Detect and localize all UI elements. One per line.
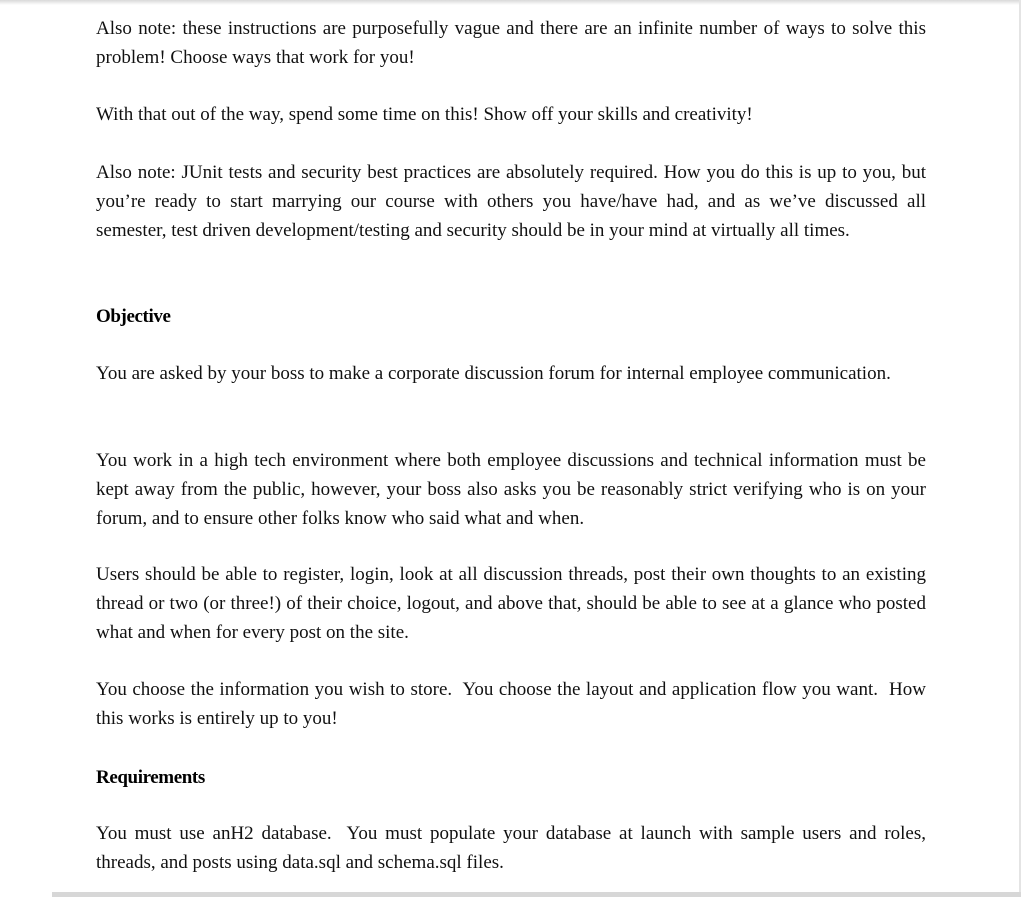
paragraph-instructions-vague: Also note: these instructions are purposefully vague and there are an infinite number of ways to solve this problem! Choose ways that work for you! [96, 18, 926, 68]
paragraph-objective-environment: You work in a high tech environment where both employee discussions and technical information must be kept away from the public, however, your boss also asks you be reasonably strict verifying who is on your forum, and to ensure other folks know who said what and when. [96, 450, 926, 529]
page-bottom-border [52, 892, 1021, 897]
paragraph-objective-users: Users should be able to register, login, look at all discussion threads, post their own thoughts to an existing thread or two (or three!) of their choice, logout, and above that, should be able to see at a glance who posted what and when for every post on the site. [96, 564, 926, 643]
heading-requirements: Requirements [96, 767, 205, 788]
paragraph-requirements-database: You must use anH2 database. You must populate your database at launch with sample users and roles, threads, and posts using data.sql and schema.sql files. [96, 823, 931, 873]
paragraph-junit-security: Also note: JUnit tests and security best practices are absolutely required. How you do this is up to you, but you’re ready to start marrying our course with others you have/have had, and as we’ve discussed all semester, test driven development/testing and security should be in your mind at virtually all times. [96, 162, 926, 241]
paragraph-objective-forum: You are asked by your boss to make a corporate discussion forum for internal employee communication. [96, 363, 891, 384]
heading-objective: Objective [96, 306, 171, 327]
paragraph-objective-choices: You choose the information you wish to store. You choose the layout and application flow you want. How this works is entirely up to you! [96, 679, 931, 729]
paragraph-skills-creativity: With that out of the way, spend some time on this! Show off your skills and creativity! [96, 104, 753, 125]
